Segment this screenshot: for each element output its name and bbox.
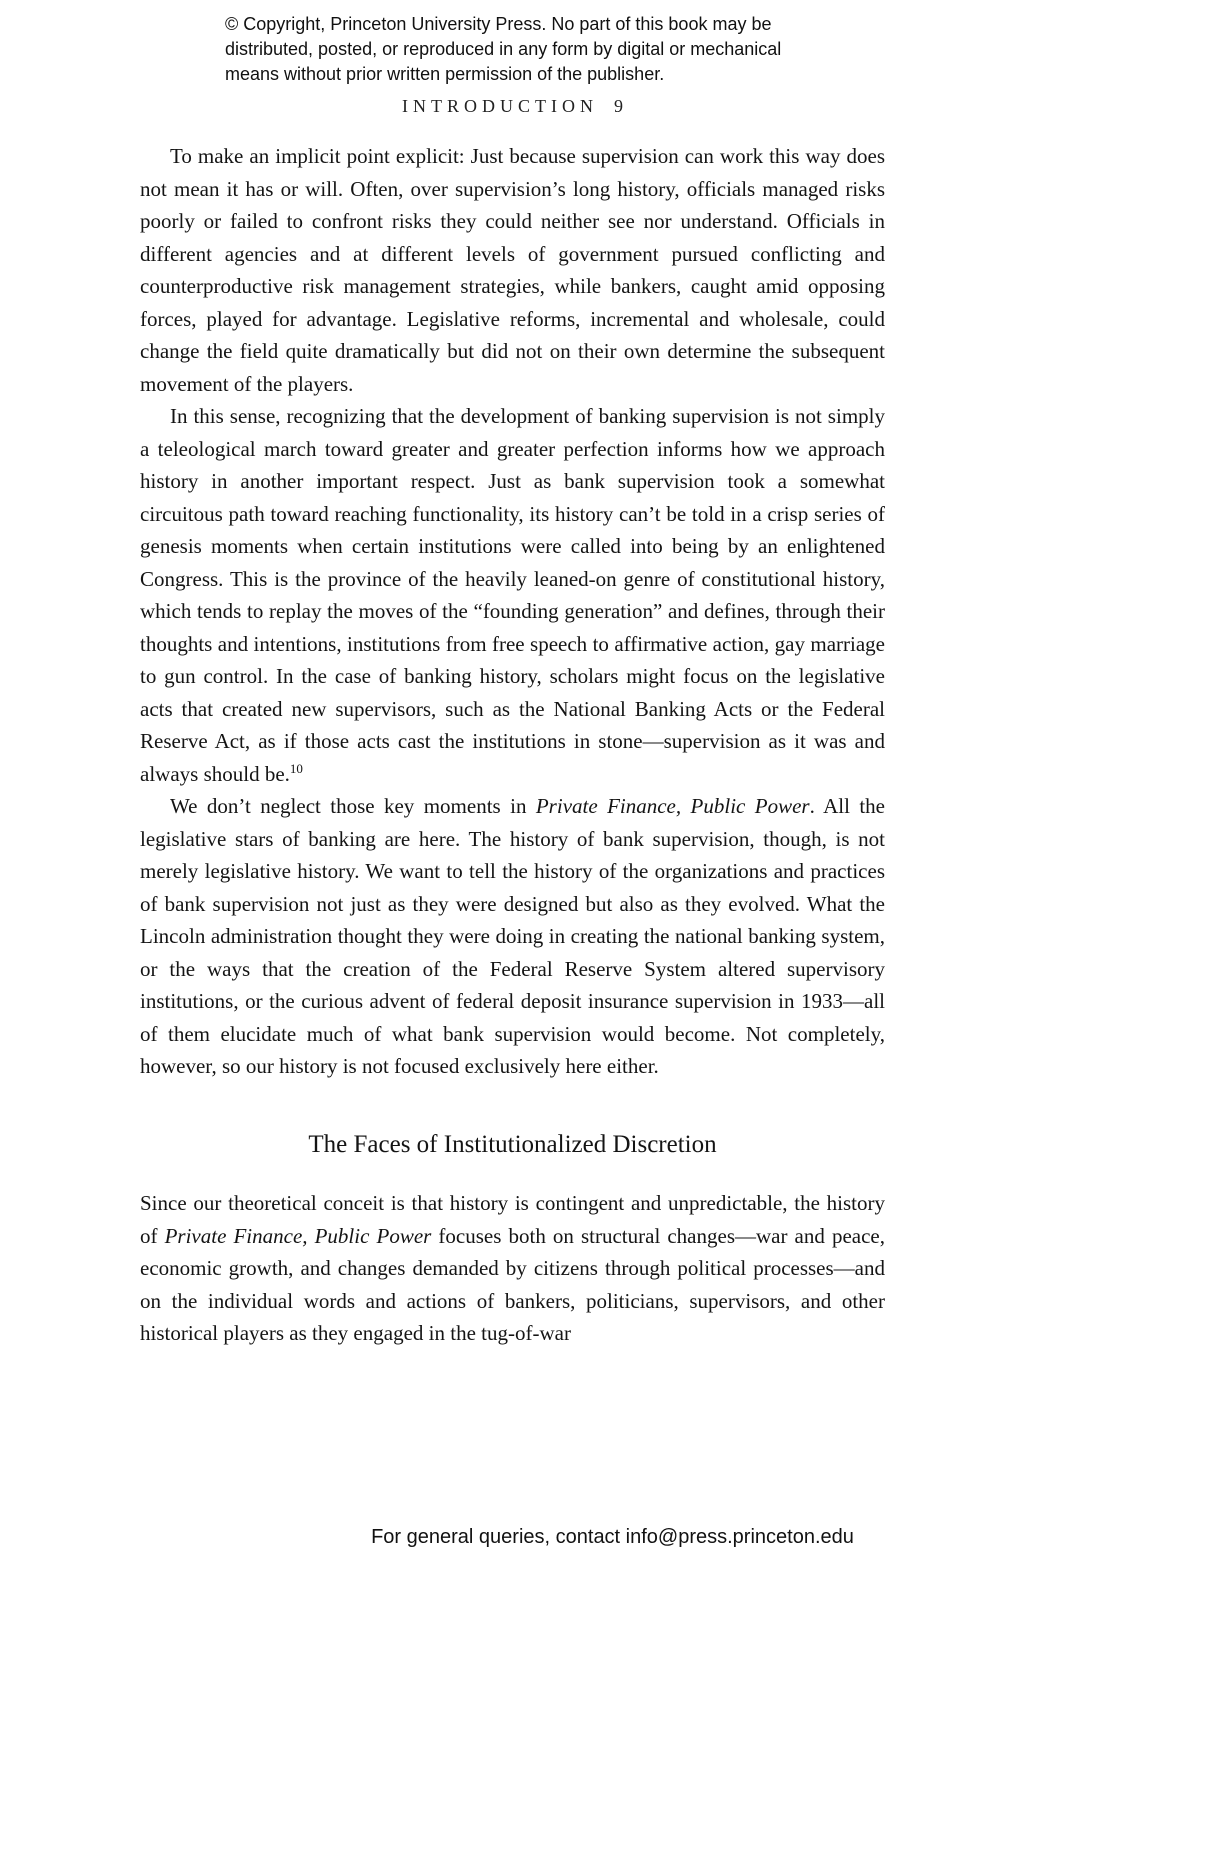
book-title-italic: Private Finance, Public Power bbox=[164, 1223, 432, 1248]
running-head-title: INTRODUCTION bbox=[402, 96, 598, 116]
copyright-line: © Copyright, Princeton University Press. No part of this book may be bbox=[225, 14, 772, 34]
paragraph-text: . All the legislative stars of banking are here. The history of bank supervision, though, is not merely legislative history. We want to tell the history of the organizations and practices of bank supervision not just as they were designed but also as they evolved. What the Lincoln administration thought they were doing in creating the national banking system, or the ways that the creation of the Federal Reserve System altered supervisory institutions, or the curious advent of federal deposit insurance supervision in 1933—all of them elucidate much of what bank supervision would become. Not completely, however, so our history is not focused exclusively here either. bbox=[140, 794, 885, 1078]
copyright-line: means without prior written permission of the publisher. bbox=[225, 64, 665, 84]
paragraph-text: We don’t neglect those key moments in bbox=[170, 794, 536, 818]
text-column bbox=[140, 140, 885, 1350]
copyright-line: distributed, posted, or reproduced in any form by digital or mechanical bbox=[225, 39, 782, 59]
paragraph-text: focuses both on structural changes—war and peace, economic growth, and changes demanded by citizens through political processes—and on the individual words and actions of bankers, politicians, supervisors, and other historical players as they engaged in the tug-of-war bbox=[140, 1223, 885, 1345]
running-head bbox=[140, 96, 885, 117]
paragraph-text: In this sense, recognizing that the development of banking supervision is not simply a teleological march toward greater and greater perfection informs how we approach history in another important respect. Just as bank supervision took a somewhat circuitous path toward reaching functionality, its history can’t be told in a crisp series of genesis moments when certain institutions were called into being by an enlightened Congress. This is the province of the heavily leaned-on genre of constitutional history, which tends to replay the moves of the “founding generation” and defines, through their thoughts and intentions, institutions from free speech to affirmative action, gay marriage to gun control. In the case of banking history, scholars might focus on the legislative acts that created new supervisors, such as the National Banking Acts or the Federal Reserve Act, as if those acts cast the institutions in stone—supervision as it was and always should be. bbox=[140, 404, 885, 786]
section-paragraphs bbox=[140, 1187, 885, 1350]
section-heading: The Faces of Institutionalized Discretion bbox=[308, 1130, 717, 1158]
page-number: 9 bbox=[613, 96, 623, 116]
footnote-reference: 10 bbox=[289, 760, 303, 776]
paragraph bbox=[140, 400, 885, 790]
paragraph bbox=[140, 790, 885, 1083]
footer-contact-line: For general queries, contact info@press.princeton.edu bbox=[371, 1526, 854, 1548]
paragraph bbox=[140, 1187, 885, 1350]
paragraph-text: To make an implicit point explicit: Just because supervision can work this way does not mean it has or will. Often, over supervision’s long history, officials managed risks poorly or failed to confront risks they could neither see nor understand. Officials in different agencies and at different levels of government pursued conflicting and counterproductive risk management strategies, while bankers, caught amid opposing forces, played for advantage. Legislative reforms, incremental and wholesale, could change the field quite dramatically but did not on their own determine the subsequent movement of the players. bbox=[140, 144, 885, 396]
paragraph-text: Since our theoretical conceit is that history is contingent and unpredictable, the history of bbox=[140, 1191, 885, 1248]
intro-paragraphs bbox=[140, 140, 885, 1083]
book-title-italic: Private Finance, Public Power bbox=[535, 794, 810, 818]
copyright-notice bbox=[225, 12, 781, 87]
paragraph bbox=[140, 140, 885, 400]
